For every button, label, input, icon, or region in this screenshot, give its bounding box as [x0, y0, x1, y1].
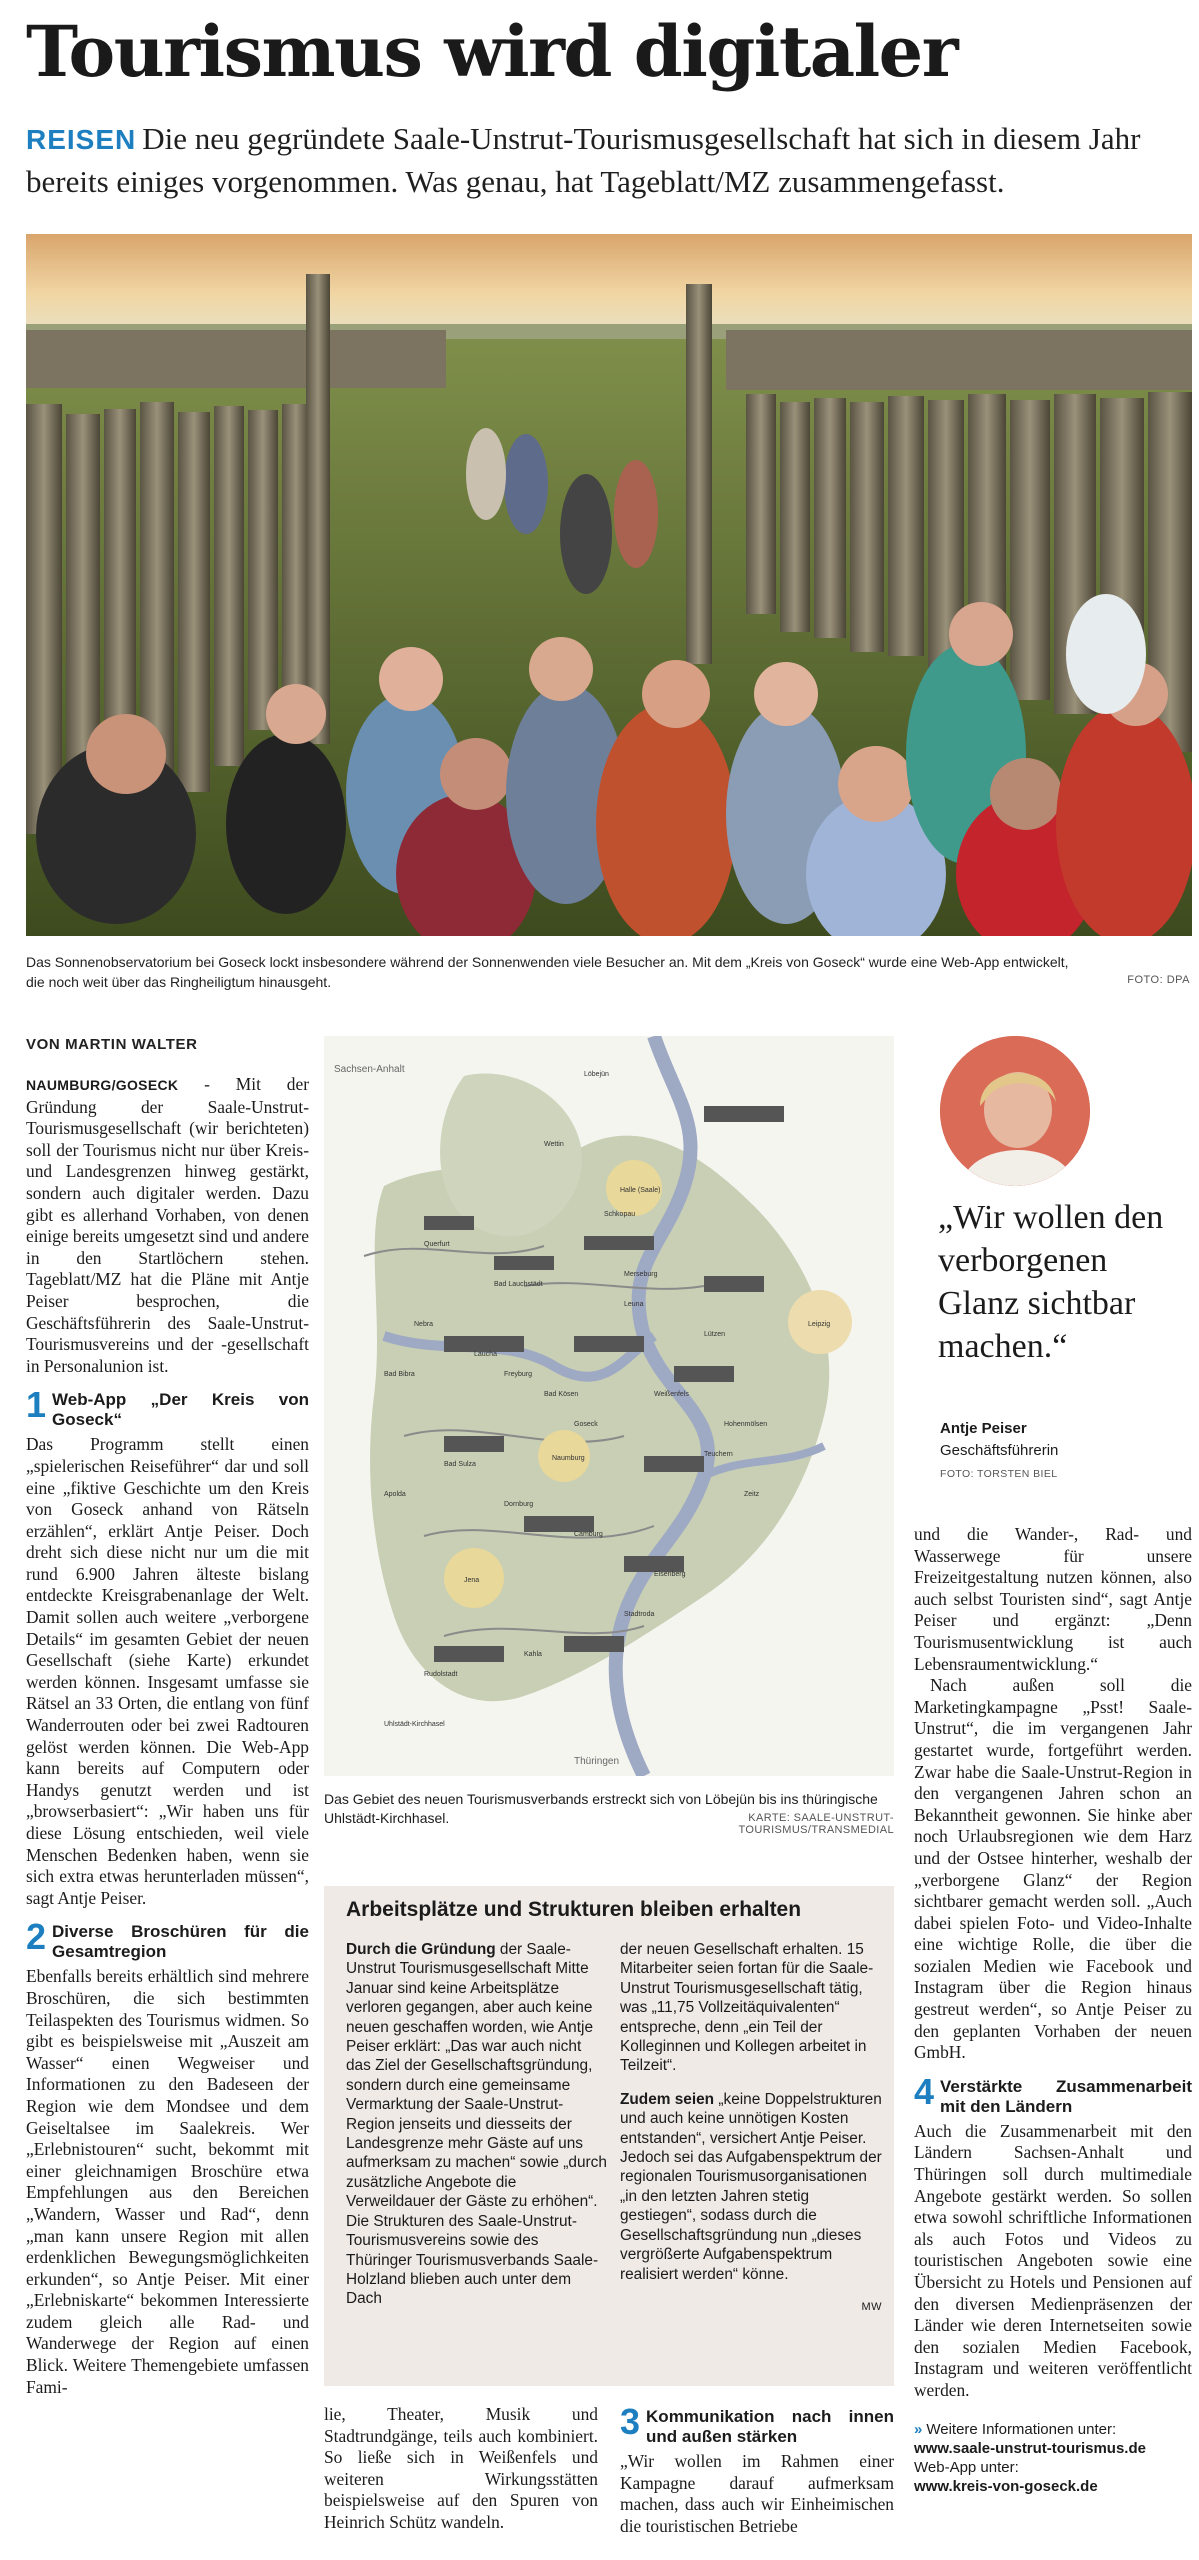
info-box-signature: MW — [861, 2300, 882, 2313]
crowd-photo-illustration — [26, 234, 1192, 936]
map-place: Freyburg — [504, 1371, 533, 1378]
portrait-illustration — [940, 1036, 1090, 1186]
article-column-4 — [914, 1524, 1192, 2496]
section-3-text: „Wir wollen im Rahmen einer Kampagne darauf aufmerksam machen, dass auch wir Einheimischen die touristischen Betriebe — [620, 2451, 894, 2536]
map-place: Goseck — [574, 1421, 598, 1428]
quote-photo-credit: FOTO: TORSTEN BIEL — [940, 1468, 1058, 1480]
info-box-column-1 — [346, 1940, 608, 2323]
section-4-title: Verstärkte Zusammenarbeit mit den Ländern — [940, 2076, 1192, 2116]
map-caption: Das Gebiet des neuen Tourismusverbands erstreckt sich von Löbejün bis ins thüringische Uhlstädt-Kirchhasel. — [324, 1791, 878, 1826]
map-place: Löbejün — [584, 1071, 609, 1078]
info-link-webapp[interactable]: www.kreis-von-goseck.de — [914, 2477, 1098, 2495]
column-4-text-2: Nach außen soll die Marketingkampagne „Psst! Saale-Unstrut“, die im vergangenen Jahr gestartet wurde, fortgeführt werden. Zwar habe die Saale-Unstrut-Region in den vergangenen Jahren schon an Bekanntheit gewonnen. Sie hinke aber noch Urlaubsregionen wie dem Harz und der Ostsee hinterher, weshalb der „verborgene Glanz“ der Region sichtbarer gemacht werden soll. „Auch dabei spielen Foto- und Video-Inhalte eine wichtige Rolle, die über die sozialen Medien wie Facebook und Instagram über die Region hinaus gestreut werden“, so Antje Peiser zu den geplanten Vorhaben der neuen GmbH. — [914, 1675, 1192, 2063]
info-box-column-2 — [620, 1940, 882, 2317]
map-place: Rudolstadt — [424, 1671, 458, 1678]
map-place: Kahla — [524, 1651, 542, 1658]
section-1-text: Das Programm stellt einen „spielerischen Reiseführer“ dar und soll eine „fiktive Geschichte um den Kreis von Goseck anhand von Rätseln erzählen“, erklärt Antje Peiser. Doch dreht sich diese nicht nur um die mit rund 6.900 Jahren älteste bislang entdeckte Kreisgrabenanlage der Welt. Damit sollen auch weitere „verborgene Details“ im gesamten Gebiet der neuen Gesellschaft (siehe Karte) erkundet werden können. Insgesamt umfasse sie Rätsel an 33 Orten, die entlang von fünf Wanderrouten oder bei zwei Radtouren gelöst werden können. Die Web-App kann bereits auf Computern oder Handys genutzt werden und ist „browserbasiert“: „Wir haben uns für diese Lösung entschieden, weil viele Menschen Bedenken haben, wenn sie sich extra etwas herunterladen müssen“, sagt Antje Peiser. — [26, 1434, 309, 1908]
map-place: Dornburg — [504, 1501, 534, 1508]
article-column-2-bottom — [324, 2404, 598, 2534]
main-photo — [26, 234, 1192, 936]
map-place: Teuchern — [704, 1451, 733, 1458]
section-2-number: 2 — [26, 1916, 47, 1958]
subhead-text: Die neu gegründete Saale-Unstrut-Tourismusgesellschaft hat sich in diesem Jahr bereits einiges vorgenommen. Was genau, hat Tageblatt/MZ zusammengefasst. — [26, 121, 1141, 199]
map-place: Zeitz — [744, 1491, 760, 1498]
article-column-3-bottom — [620, 2401, 894, 2537]
info-box-title: Arbeitsplätze und Strukturen bleiben erhalten — [346, 1898, 802, 1921]
info-label: Weitere Informationen unter: — [926, 2420, 1117, 2438]
map-place: Lützen — [704, 1331, 726, 1338]
map-place: Merseburg — [624, 1271, 658, 1278]
headline: Tourismus wird digitaler — [26, 10, 958, 93]
map-place: Bad Lauchstädt — [494, 1281, 543, 1288]
portrait-photo — [940, 1036, 1090, 1186]
section-1-number: 1 — [26, 1384, 47, 1426]
quote-role: Geschäftsführerin — [940, 1442, 1059, 1459]
chevron-right-icon: » — [914, 2420, 923, 2438]
dateline: NAUMBURG/GOSECK — [26, 1077, 179, 1093]
region-map — [324, 1036, 894, 1776]
pull-quote: „Wir wollen den verborgenen Glanz sichtbar machen.“ — [938, 1199, 1164, 1365]
quote-name: Antje Peiser — [940, 1420, 1027, 1437]
kicker: REISEN — [26, 124, 137, 155]
map-place: Apolda — [384, 1491, 406, 1498]
map-illustration — [324, 1036, 894, 1776]
info-link-tourism[interactable]: www.saale-unstrut-tourismus.de — [914, 2439, 1146, 2457]
map-place: Wettin — [544, 1141, 564, 1148]
map-place: Camburg — [574, 1531, 603, 1538]
intro-text: - Mit der Gründung der Saale-Unstrut-Tourismusgesellschaft (wir berichteten) soll der Tourismus nicht nur über Kreis- und Landesgrenzen hinweg gestärkt, sondern auch digitaler werden. Dazu gibt es allerhand Vorhaben, von denen einige bereits umgesetzt sind und andere in den Startlöchern stehen. Tageblatt/MZ hat die Pläne mit Antje Peiser besprochen, die Geschäftsführerin des Saale-Unstrut-Tourismusvereins und der -gesellschaft in Personalunion ist. — [26, 1074, 309, 1376]
map-place: Querfurt — [424, 1241, 450, 1248]
map-place: Hohenmölsen — [724, 1421, 768, 1428]
column-4-text-1: und die Wander-, Rad- und Wasserwege für unsere Freizeitgestaltung nutzen können, also auch selbst Touristen sind“, sagt Antje Peiser und ergänzt: „Denn Tourismusentwicklung ist auch Lebensraumentwicklung.“ — [914, 1524, 1192, 1674]
section-2-title: Diverse Broschüren für die Gesamtregion — [52, 1922, 309, 1962]
article-column-1 — [26, 1074, 309, 2398]
section-4-text: Auch die Zusammenarbeit mit den Ländern Sachsen-Anhalt und Thüringen soll durch multimediale Angebote gestärkt werden. So sollen etwa sowohl schriftliche Informationen als auch Fotos und Videos zu touristischen Angeboten sowie eine Übersicht zu Hotels und Pensionen auf den diversen Medienpräsenzen der Länder wie deren Internetseiten sowie den sozialen Medien Facebook, Instagram und weiteren veröffentlicht werden. — [914, 2120, 1192, 2400]
more-info — [914, 2420, 1192, 2496]
section-4-heading — [914, 2070, 1192, 2117]
section-2-heading — [26, 1916, 309, 1962]
map-label-bottom: Thüringen — [574, 1756, 620, 1767]
map-place: Eisenberg — [654, 1571, 686, 1578]
map-label-top: Sachsen-Anhalt — [334, 1064, 405, 1075]
map-place: Bad Sulza — [444, 1461, 476, 1468]
map-place: Leuna — [624, 1301, 644, 1308]
info-box-text-1: der Saale-Unstrut Tourismusgesellschaft Mitte Januar sind keine Arbeitsplätze verloren gegangen, aber auch keine neuen geschaffen worden, wie Antje Peiser erklärt: „Das war auch nicht das Ziel der Gesellschaftsgründung, sondern durch eine gemeinsame Vermarktung der Saale-Unstrut-Region jenseits und diesseits der Landesgrenze mehr Gäste auf uns aufmerksam zu machen“ sowie „durch zusätzliche Angebote die Verweildauer der Gäste zu erhöhen“. Die Strukturen des Saale-Unstrut-Tourismusvereins sowie des Thüringer Tourismusverbands Saale-Holzland blieben auch unter dem Dach — [346, 1941, 607, 2308]
info-box-text-2: der neuen Gesellschaft erhalten. 15 Mitarbeiter seien fortan für die Saale-Unstrut Tourismusgesellschaft tätig, was „11,75 Vollzeitäquivalenten“ entspreche, denn „ein Teil der Kolleginnen und Kollegen arbeitet in Teilzeit“. — [620, 1941, 874, 2075]
map-place: Laucha — [474, 1351, 497, 1358]
section-2-text: Ebenfalls bereits erhältlich sind mehrere Broschüren, die sich bestimmten Teilaspekten des Tourismus widmen. So gibt es beispielsweise mit „Auszeit am Wasser“ einen Wegweiser und Informationen zu den Badeseen der Region wie dem Mondsee und dem Geiseltalsee im Saalekreis. Wer „Erlebnistouren“ sucht, bekommt mit einer gleichnamigen Broschüre etwa Empfehlungen aus den Bereichen „Wandern, Wasser und Rad“, denn „man kann unsere Region mit allen erdenklichen Bewegungsmöglichkeiten erkunden“, so Antje Peiser. Mit einer „Erlebniskarte“ bekommen Interessierte zudem gleich alle Rad- und Wanderwege der Region auf einen Blick. Weitere Themengebiete umfassen Fami- — [26, 1966, 309, 2397]
map-place: Halle (Saale) — [620, 1187, 661, 1194]
map-place: Uhlstädt-Kirchhasel — [384, 1721, 445, 1728]
subhead — [26, 118, 1176, 203]
photo-caption: Das Sonnenobservatorium bei Goseck lockt insbesondere während der Sonnenwenden viele Besucher an. Mit dem „Kreis von Goseck“ wurde eine Web-App entwickelt, die noch weit über das Ringheiligtum hinausgeht. — [26, 954, 1069, 990]
map-place: Weißenfels — [654, 1391, 689, 1398]
info-box-text-3: „keine Doppelstrukturen und auch keine unnötigen Kosten entstanden“, versichert Antje Peiser. Jedoch sei das Aufgabenspektrum der regionalen Tourismusorganisationen „in den letzten Jahren stetig gestiegen“, sodass durch die Gesellschaftsgründung nun „dieses vergrößerte Aufgabenspektrum realisiert werden“ könne. — [620, 2090, 882, 2283]
info-box-lead-1: Durch die Gründung — [346, 1941, 496, 1958]
info-webapp-label: Web-App unter: — [914, 2458, 1019, 2476]
map-place: Leipzig — [808, 1321, 831, 1328]
section-4-number: 4 — [914, 2070, 935, 2112]
section-3-title: Kommunikation nach innen und außen stärken — [646, 2407, 894, 2446]
map-place: Jena — [464, 1577, 480, 1584]
photo-credit: FOTO: DPA — [1127, 974, 1190, 986]
map-place: Bad Bibra — [384, 1371, 415, 1378]
map-place: Naumburg — [552, 1455, 585, 1462]
map-place: Stadtroda — [624, 1611, 655, 1618]
map-place: Bad Kösen — [544, 1391, 579, 1398]
section-3-heading — [620, 2401, 894, 2447]
section-1-title: Web-App „Der Kreis von Goseck“ — [52, 1390, 309, 1430]
info-box-lead-3: Zudem seien — [620, 2090, 715, 2108]
byline: VON MARTIN WALTER — [26, 1036, 198, 1053]
section-1-heading — [26, 1384, 309, 1430]
section-3-number: 3 — [620, 2401, 641, 2442]
map-place: Nebra — [414, 1321, 434, 1328]
section-2-continued: lie, Theater, Musik und Stadtrundgänge, teils auch kombiniert. So ließe sich in Weißenfels und weiteren Wirkungsstätten beispielsweise auf den Spuren von Heinrich Schütz wandeln. — [324, 2404, 598, 2532]
map-place: Schkopau — [604, 1211, 636, 1218]
map-credit: KARTE: SAALE-UNSTRUT-TOURISMUS/TRANSMEDIAL — [738, 1812, 894, 1836]
